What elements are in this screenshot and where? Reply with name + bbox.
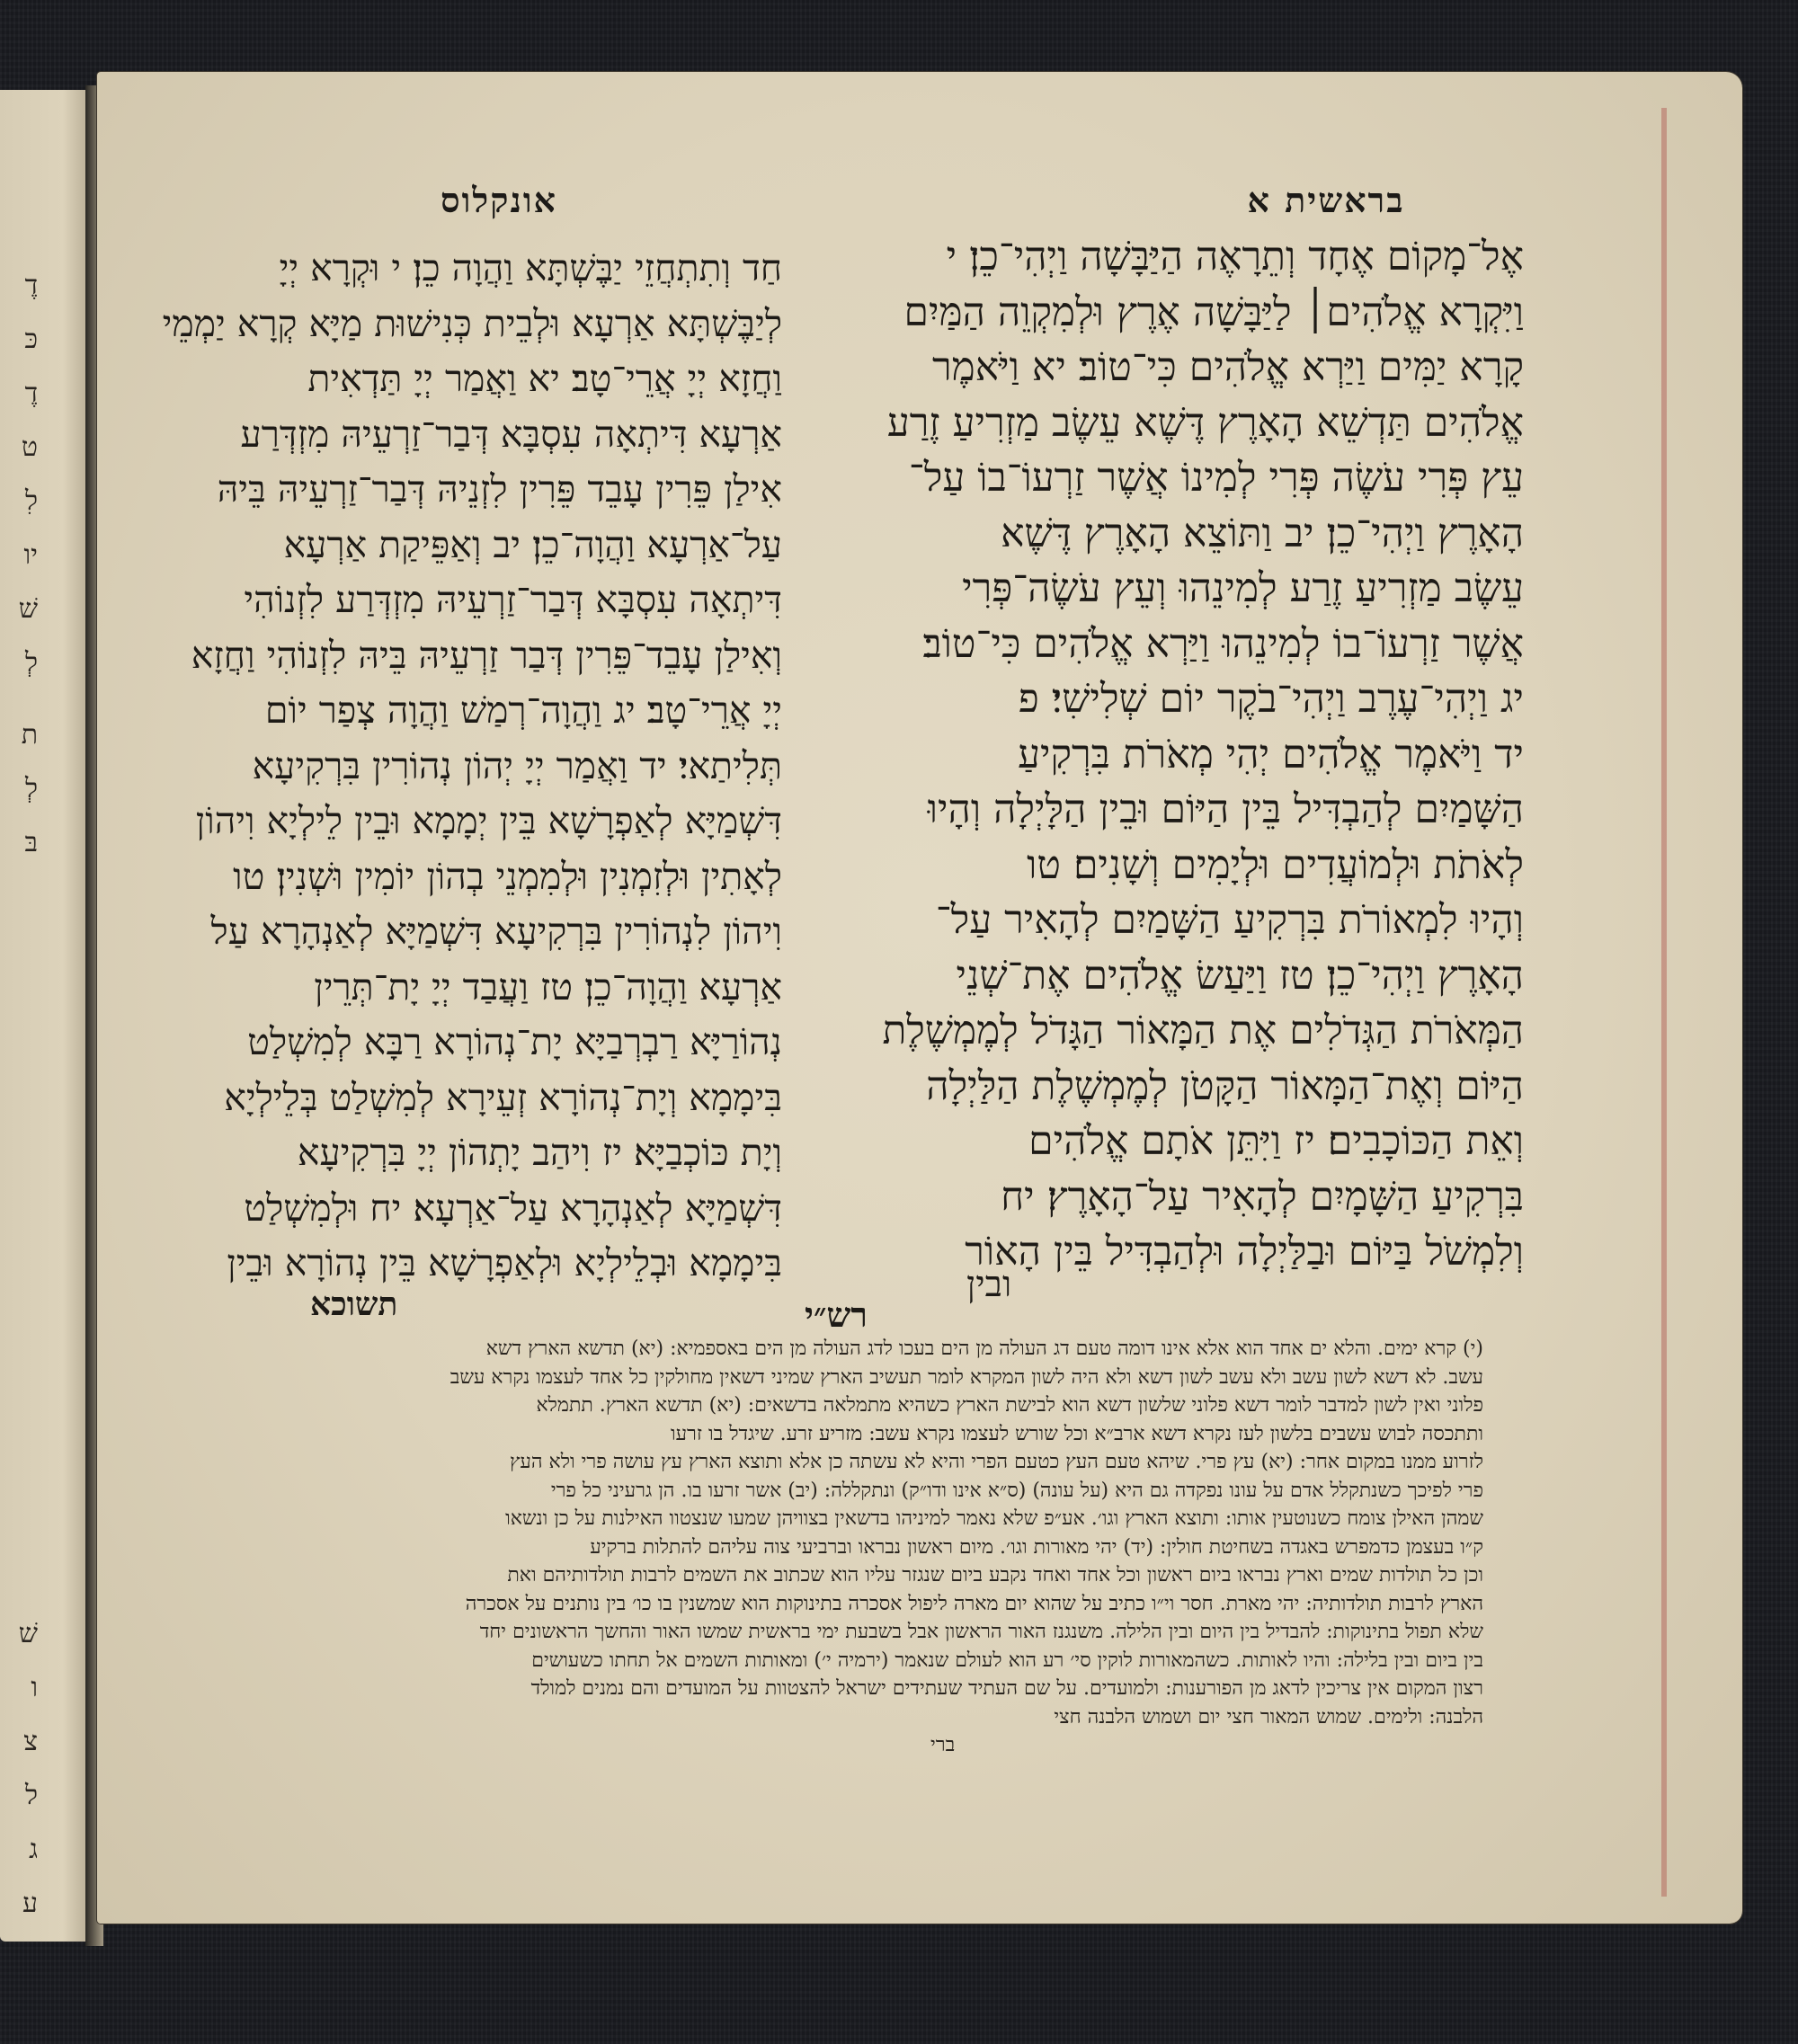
text-line: בִּימָמָא וְיָת־נְהוֹרָא זְעֵירָא לְמִשְׁלַט בְּלֵילְיָא: [224, 1075, 782, 1119]
previous-page-fragment: ט: [21, 431, 38, 463]
text-line: וְאֵת הַכּוֹכָבִים׃ יז וַיִּתֵּן אֹתָם אֱלֹהִים: [1028, 1118, 1524, 1164]
text-line: יג וַיְהִי־עֶרֶב וַיְהִי־בֹקֶר יוֹם שְׁלִישִׁי׃ פ: [1018, 676, 1524, 722]
running-head-bereshit: בראשית א: [1247, 180, 1405, 220]
previous-page-edge: [0, 90, 90, 1942]
text-line: וַיִּקְרָא אֱלֹהִים׀ לַיַּבָּשָׁה אֶרֶץ וּלְמִקְוֵה הַמַּיִם: [903, 289, 1524, 335]
text-line: אֱלֹהִים תַּדְשֵׁא הָאָרֶץ דֶּשֶׁא עֵשֶׂב מַזְרִיעַ זֶרַע: [886, 399, 1524, 446]
rashi-line: רצון המקום אין צריכין לדאג מן הפורענות: ולמועדים. על שם העתיד שעתידים ישראל להצטוות על המועדים והם נמנים למולד: [530, 1677, 1483, 1700]
text-line: וְיָת כּוֹכְבַיָּא׃ יז וִיהַב יָתְהוֹן יְיָ בִּרְקִיעָא: [297, 1131, 782, 1174]
rashi-line: (י) קרא ימים. והלא ים אחד הוא אלא אינו דומה טעם דג העולה מן הים בעכו לדג העולה מן הים באספמיא: (יא) תדשא הארץ דשא: [485, 1337, 1483, 1360]
text-line: בִּרְקִיעַ הַשָּׁמָיִם לְהָאִיר עַל־הָאָרֶץ׃ יח: [1001, 1173, 1524, 1220]
previous-page-fragment: ג: [29, 1834, 38, 1865]
rashi-catchword: ברי: [930, 1734, 956, 1756]
text-line: עֵץ פְּרִי עֹשֶׂה פְּרִי לְמִינוֹ אֲשֶׁר זַרְעוֹ־בוֹ עַל־: [908, 455, 1524, 501]
rashi-line: עשב. לא דשא לשון עשב ולא עשב לשון דשא ולא היה לשון המקרא לומר תעשיב הארץ שמיני דשאין מחולקין כל אחד לעצמו נקרא עשב: [450, 1365, 1483, 1389]
text-line: לְיַבֶּשְׁתָּא אַרְעָא וּלְבֵית כְּנִישׁוּת מַיָּא קְרָא יַמְמֵי: [162, 301, 782, 345]
text-line: אֶל־מָקוֹם אֶחָד וְתֵרָאֶה הַיַּבָּשָׁה וַיְהִי־כֵן׃ י: [946, 234, 1524, 280]
text-line: בִּימָמָא וּבְלֵילְיָא וּלְאַפְרָשָׁא בֵּין נְהוֹרָא וּבֵין: [227, 1241, 782, 1284]
text-line: דִּשְׁמַיָּא לְאַנְהָרָא עַל־אַרְעָא׃ יח וּלְמִשְׁלַט: [244, 1186, 782, 1230]
previous-page-fragment: כּ: [24, 324, 38, 355]
previous-page-fragment: ת: [21, 719, 38, 751]
text-line: לְאָתִין וּלְזִמְנִין וּלְמִמְנֵי בְהוֹן יוֹמִין וּשְׁנִין׃ טו: [233, 854, 782, 898]
rashi-line: פלוני ואין לשון למדבר לומר דשא פלוני שלשון דשא הוא לבישת הארץ כשהיא מתמלאה בדשאים: (יא) תדשא הארץ. תתמלא: [536, 1394, 1483, 1417]
running-head-onkelos: אונקלוס: [441, 180, 557, 220]
text-line: אִילַן פֵּרִין עָבֵד פֵּרִין לִזְנֵיהּ דְּבַר־זַרְעֵיהּ בֵּיהּ: [217, 467, 782, 511]
rashi-line: הלבנה: ולימים. שמוש המאור חצי יום ושמוש הלבנה חצי: [1054, 1705, 1483, 1729]
previous-page-fragment: ו: [31, 1672, 38, 1703]
text-line: עֵשֶׂב מַזְרִיעַ זֶרַע לְמִינֵהוּ וְעֵץ עֹשֶׂה־פְּרִי: [962, 565, 1524, 611]
previous-page-fragment: לְ: [24, 773, 38, 804]
catchword-hebrew: ובין: [966, 1264, 1012, 1305]
previous-page-fragment: לְ: [24, 647, 38, 679]
previous-page-fragment: שׁ: [18, 1618, 38, 1649]
text-line: חַד וְתִתְחֲזֵי יַבֶּשְׁתָּא וַהֲוָה כֵן׃ י וּקְרָא יְיָ: [279, 246, 782, 289]
previous-page-fragment: לִ: [24, 485, 38, 517]
previous-page-fragment: צ: [23, 1726, 38, 1757]
previous-page-fragment: דֶ: [24, 378, 38, 409]
text-line: הַשָּׁמַיִם לְהַבְדִּיל בֵּין הַיּוֹם וּבֵין הַלָּיְלָה וְהָיוּ: [927, 786, 1524, 832]
rashi-line: שלא תפול בתינוקות: להבדיל בין היום ובין הלילה. משנגנז האור הראשון אבל בשבעת ימי בראשית שמשו האור והחשך הראשונים יחד: [479, 1621, 1483, 1643]
previous-page-fragment: דֶ: [24, 270, 38, 301]
rashi-line: פרי לפיכך כשנתקלל אדם על עונו נפקדה גם היא (על עונה) (ס״א אינו ודו״ק) ונתקללה: (יב) אשר זרעו בו. הן גרעיני כל פרי: [550, 1479, 1483, 1502]
text-line: הַמְּאֹרֹת הַגְּדֹלִים אֶת הַמָּאוֹר הַגָּדֹל לְמֶמְשֶׁלֶת: [882, 1008, 1524, 1053]
catchword-onkelos: תשוכא: [310, 1285, 398, 1323]
previous-page-fragment: בּ: [24, 827, 38, 858]
hebrew-text-column: [814, 229, 1524, 1275]
red-page-edge: [1661, 108, 1667, 1897]
text-line: וַחֲזָא יְיָ אֲרֵי־טָב׃ יא וַאֲמַר יְיָ תַּדְאִית: [307, 357, 782, 400]
text-line: יְיָ אֲרֵי־טָב׃ יג וַהֲוָה־רְמַשׁ וַהֲוָה צְפַר יוֹם: [264, 689, 782, 732]
onkelos-text-column: [162, 241, 782, 1284]
rashi-line: הארץ לרבות תולדותיה: יהי מארת. חסר וי״ו כתיב על שהוא יום מארה ליפול אסכרה בתינוקות הוא שמשנין בו כו׳ בין נותנים על אסכרה: [465, 1592, 1483, 1615]
text-line: עַל־אַרְעָא וַהֲוָה־כֵן׃ יב וְאַפֵּיקַת אַרְעָא: [283, 522, 782, 566]
previous-page-fragment: יו: [23, 539, 38, 571]
text-line: וְהָיוּ לִמְאוֹרֹת בִּרְקִיעַ הַשָּׁמַיִם לְהָאִיר עַל־: [935, 897, 1524, 943]
previous-page-fragment: ל: [24, 1780, 38, 1811]
text-line: לְאֹתֹת וּלְמוֹעֲדִים וּלְיָמִים וְשָׁנִים׃ טו: [1027, 841, 1524, 888]
rashi-line: בין ביום ובין בלילה: והיו לאותות. כשהמאורות לוקין סי׳ רע הוא לעולם שנאמר (ירמיה י׳) ומאותות השמים אל תחתו כשעושים: [531, 1649, 1483, 1672]
text-line: אַרְעָא וַהֲוָה־כֵן׃ טז וַעֲבַד יְיָ יָת־תְּרֵין: [314, 964, 782, 1009]
text-line: הַיּוֹם וְאֶת־הַמָּאוֹר הַקָּטֹן לְמֶמְשֶׁלֶת הַלַּיְלָה: [926, 1062, 1524, 1109]
text-line: דִּיתְאָה עִסְבָּא דְּבַר־זַרְעֵיהּ מִזְדְּרַע לִזְנוֹהִי: [244, 578, 782, 621]
rashi-line: ק״ו בעצמן כדמפרש באגדה בשחיטת חולין: (יד) יהי מאורות וגו׳. מיום ראשון נבראו וברביעי צוה עליהם להתלות ברקיע: [590, 1535, 1483, 1559]
text-line: תְּלִיתַאי׃ יד וַאֲמַר יְיָ יְהוֹן נְהוֹרִין בִּרְקִיעָא: [252, 743, 782, 787]
text-line: נְהוֹרַיָּא רַבְרְבַיָּא יָת־נְהוֹרָא רַבָּא לְמִשְׁלַט: [247, 1020, 782, 1063]
text-line: יד וַיֹּאמֶר אֱלֹהִים יְהִי מְאֹרֹת בִּרְקִיעַ: [1018, 731, 1524, 778]
rashi-commentary: [202, 1335, 1483, 1766]
text-line: הָאָרֶץ וַיְהִי־כֵן׃ טז וַיַּעַשׂ אֱלֹהִים אֶת־שְׁנֵי: [956, 952, 1524, 999]
rashi-line: ותתכסה לבוש עשבים בלשון לעז נקרא דשא ארב״א וכל שורש לעצמו נקרא עשב: מזריע זרע. שיגדל בו זרעו: [670, 1422, 1483, 1445]
rashi-heading: רש״י: [805, 1294, 868, 1335]
rashi-line: וכן כל תולדות שמים וארץ נבראו ביום ראשון וכל אחד ואחד נקבע ביום שנגזר עליו הוא שכתוב את השמים לרבות תולדותיהם ואת: [507, 1564, 1483, 1586]
previous-page-fragment: שׁ: [18, 593, 38, 625]
text-line: וְאִילַן עָבֵד־פֵּרִין דְּבַר זַרְעֵיהּ בֵּיהּ לִזְנוֹהִי וַחֲזָא: [191, 633, 782, 677]
text-line: דִּשְׁמַיָּא לְאַפְרָשָׁא בֵּין יְמָמָא וּבֵין לֵילְיָא וִיהוֹן: [195, 799, 782, 842]
previous-page-fragment: ע: [22, 1888, 38, 1919]
text-line: וְלִמְשֹׁל בַּיּוֹם וּבַלַּיְלָה וּלְהַבְדִּיל בֵּין הָאוֹר: [965, 1229, 1524, 1275]
text-line: הָאָרֶץ וַיְהִי־כֵן׃ יב וַתּוֹצֵא הָאָרֶץ דֶּשֶׁא: [1001, 510, 1524, 556]
rashi-line: שמהן האילן צומח כשנוטעין אותו: ותוצא הארץ וגו׳. אע״פ שלא נאמר למיניהו בדשאין בצוויהן שמעו שנצטוו האילנות על כן ונשאו: [505, 1507, 1483, 1530]
text-line: וִיהוֹן לִנְהוֹרִין בִּרְקִיעָא דִּשְׁמַיָּא לְאַנְהָרָא עַל: [210, 910, 782, 953]
running-heads: [175, 180, 1614, 234]
text-line: אַרְעָא דִּיתְאָה עִסְבָּא דְּבַר־זַרְעֵיהּ מִזְדְּרַע: [240, 412, 782, 456]
text-line: קָרָא יַמִּים וַיַּרְא אֱלֹהִים כִּי־טוֹב׃ יא וַיֹּאמֶר: [932, 344, 1524, 390]
rashi-line: לזרוע ממנו במקום אחר: (יא) עץ פרי. שיהא טעם העץ כטעם הפרי והיא לא עשתה כן אלא ותוצא הארץ עץ עושה פרי ולא העץ: [509, 1451, 1483, 1473]
text-line: אֲשֶׁר זַרְעוֹ־בוֹ לְמִינֵהוּ וַיַּרְא אֱלֹהִים כִּי־טוֹב׃: [922, 620, 1524, 667]
